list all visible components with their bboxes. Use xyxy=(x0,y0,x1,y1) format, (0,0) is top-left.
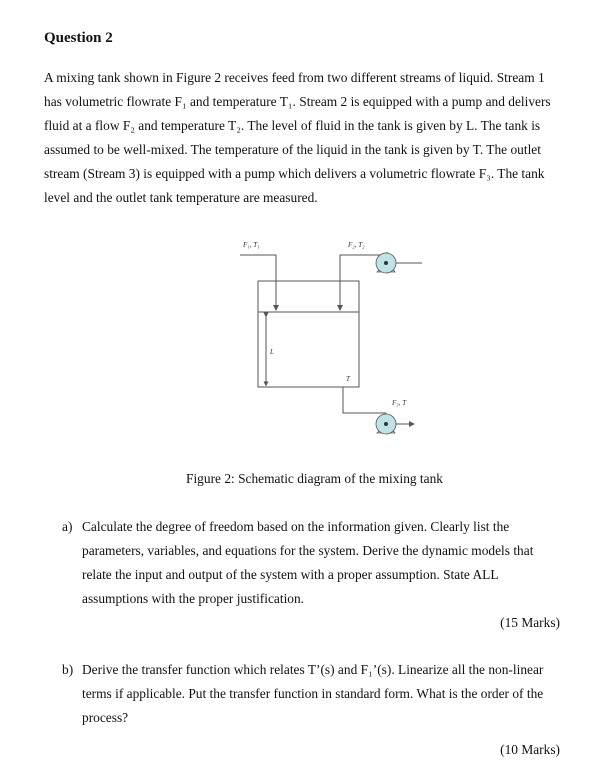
part-b-line: terms if applicable. Put the transfer function in standard form. What is the order of the xyxy=(82,686,544,701)
part-a-marks: (15 Marks) xyxy=(500,615,560,630)
inlet-pump xyxy=(376,253,422,273)
part-b xyxy=(62,658,562,730)
part-a-line: assumptions with the proper justification. xyxy=(82,591,305,606)
temperature-label: T xyxy=(346,375,350,383)
tank xyxy=(258,281,359,387)
part-a xyxy=(62,515,562,611)
figure-caption: Figure 2: Schematic diagram of the mixing tank xyxy=(186,471,443,486)
statement-line: stream (Stream 3) is equipped with a pump which delivers a volumetric flowrate F₃. The tank xyxy=(44,166,545,181)
statement-line: assumed to be well-mixed. The temperature of the liquid in the tank is given by T. The outlet xyxy=(44,142,541,157)
stream1-label: F₁, T₁ xyxy=(243,241,260,249)
part-b-label: b) xyxy=(62,662,74,677)
statement-line: level and the outlet tank temperature are measured. xyxy=(44,190,318,205)
statement-line: has volumetric flowrate F₁ and temperature T₁. Stream 2 is equipped with a pump and delivers xyxy=(44,94,551,109)
outlet-pipe xyxy=(343,387,386,413)
part-b-marks: (10 Marks) xyxy=(500,742,560,757)
part-b-line: process? xyxy=(82,710,129,725)
outlet-pump xyxy=(376,413,414,434)
question-title: Question 2 xyxy=(44,30,113,46)
part-a-label: a) xyxy=(62,519,73,534)
part-a-line: Calculate the degree of freedom based on the information given. Clearly list the xyxy=(82,519,510,534)
part-a-line: parameters, variables, and equations for the system. Derive the dynamic models that xyxy=(82,543,534,558)
stream2-label: F₂, T₂ xyxy=(348,241,365,249)
outlet-label: F₃, T xyxy=(392,399,407,407)
statement-line: fluid at a flow F₂ and temperature T₂. The level of fluid in the tank is given by L. The tank is xyxy=(44,118,541,133)
part-b-line: Derive the transfer function which relates T’(s) and F₁’(s). Linearize all the non-linear xyxy=(82,662,544,677)
part-a-line: relate the input and output of the system with a proper assumption. State ALL xyxy=(82,567,499,582)
statement-line: A mixing tank shown in Figure 2 receives feed from two different streams of liquid. Stream 1 xyxy=(44,70,545,85)
level-label: L xyxy=(270,348,274,356)
